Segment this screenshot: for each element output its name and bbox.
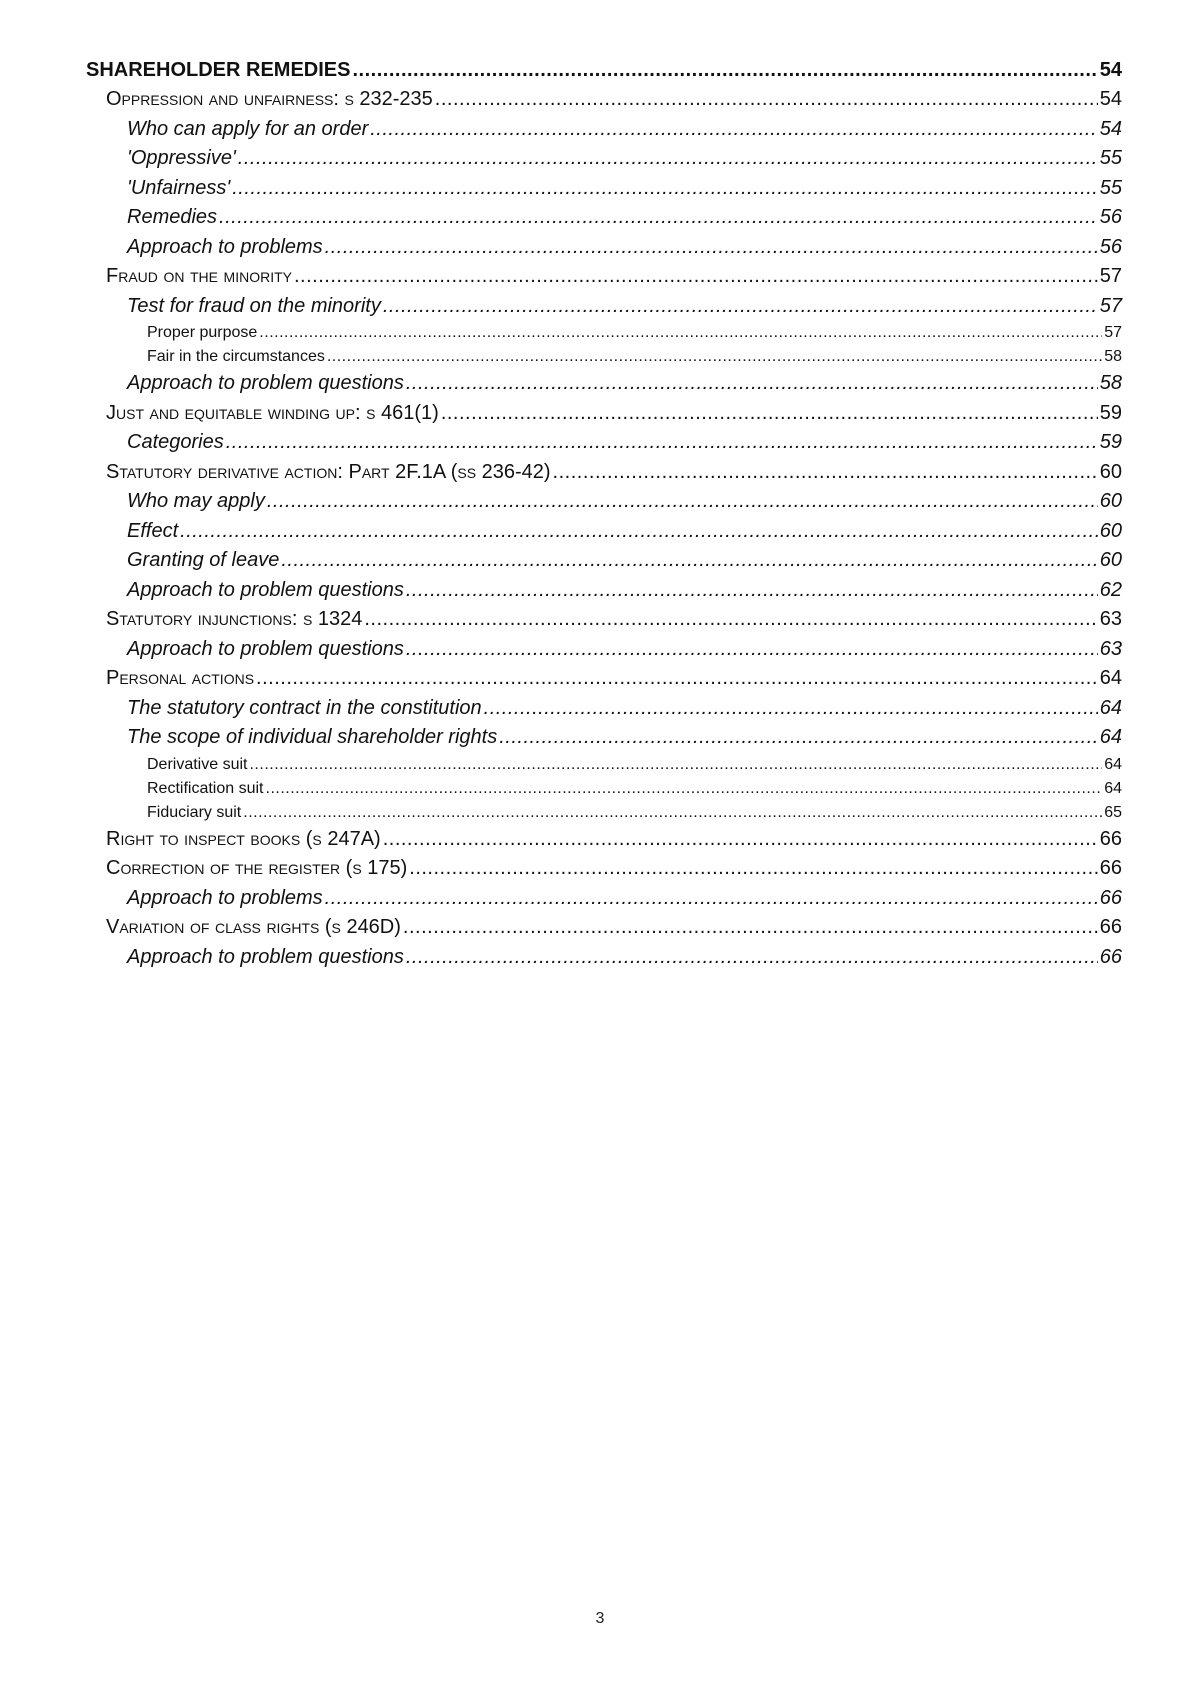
dot-leader (219, 203, 1098, 233)
dot-leader (327, 345, 1102, 369)
toc-entry-label: Approach to problems (127, 235, 323, 258)
toc-entry-label: Derivative suit (147, 755, 248, 773)
toc-entry[interactable] (86, 854, 1122, 884)
toc-entry-label: Effect (127, 519, 179, 542)
toc-entry[interactable] (86, 605, 1122, 635)
dot-leader (406, 576, 1098, 606)
toc-entry[interactable] (86, 546, 1122, 576)
toc-entry[interactable] (86, 428, 1122, 458)
dot-leader (325, 233, 1098, 263)
toc-entry-page: 63 (1099, 637, 1122, 660)
toc-entry-page: 58 (1099, 372, 1122, 394)
toc-entry-label: Granting of leave (127, 549, 280, 571)
toc-entry-label: Variation of class rights (s 246D) (106, 916, 401, 938)
toc-entry-page: 66 (1099, 827, 1122, 850)
toc-entry[interactable] (86, 399, 1122, 429)
toc-entry-page: 60 (1099, 460, 1122, 483)
toc-entry-label: Fair in the circumstances (147, 348, 325, 365)
toc-entry-page: 60 (1099, 519, 1122, 542)
dot-leader (435, 85, 1098, 115)
dot-leader (226, 428, 1098, 458)
dot-leader (267, 487, 1098, 517)
toc-entry-label: Remedies (127, 206, 218, 228)
toc-entry-label: Oppression and unfairness: s 232-235 (106, 88, 433, 110)
dot-leader (281, 546, 1097, 576)
toc-entry-label: Who can apply for an order (127, 117, 369, 140)
dot-leader (238, 144, 1098, 174)
toc-entry-page: 55 (1099, 176, 1122, 199)
toc-entry-label: Statutory injunctions: s 1324 (106, 608, 363, 630)
toc-entry[interactable] (86, 233, 1122, 263)
toc-entry-page: 60 (1099, 549, 1122, 571)
toc-entry-label: Approach to problem questions (127, 578, 404, 601)
toc-entry[interactable] (86, 517, 1122, 547)
dot-leader (266, 777, 1103, 801)
toc-entry-page: 65 (1104, 803, 1122, 821)
toc-entry-label: Correction of the register (s 175) (106, 857, 408, 879)
toc-entry[interactable] (86, 292, 1122, 322)
dot-leader (484, 694, 1098, 724)
toc-entry[interactable] (86, 55, 1122, 85)
toc-entry[interactable] (86, 262, 1122, 292)
dot-leader (352, 55, 1097, 85)
dot-leader (406, 369, 1098, 399)
toc-entry-label: Proper purpose (147, 324, 258, 341)
dot-leader (243, 801, 1102, 825)
toc-entry-page: 64 (1099, 726, 1122, 748)
toc-entry[interactable] (86, 115, 1122, 145)
dot-leader (370, 115, 1098, 145)
toc-entry[interactable] (86, 321, 1122, 345)
toc-entry[interactable] (86, 203, 1122, 233)
dot-leader (294, 262, 1098, 292)
toc-entry-label: Just and equitable winding up: s 461(1) (106, 401, 439, 424)
dot-leader (499, 723, 1098, 753)
toc-entry[interactable] (86, 943, 1122, 973)
toc-entry-page: 66 (1099, 945, 1122, 968)
toc-entry-page: 54 (1099, 117, 1122, 140)
toc-entry-label: Fiduciary suit (147, 803, 242, 821)
page-number: 3 (595, 1610, 605, 1627)
toc-entry-page: 62 (1099, 578, 1122, 601)
toc-entry-label: SHAREHOLDER REMEDIES (86, 59, 351, 81)
toc-entry-label: Right to inspect books (s 247A) (106, 827, 381, 850)
toc-entry-page: 59 (1099, 401, 1122, 424)
toc-entry-page: 66 (1099, 916, 1122, 938)
toc-entry[interactable] (86, 723, 1122, 753)
toc-entry-label: 'Oppressive' (127, 147, 236, 169)
toc-entry-page: 54 (1099, 88, 1122, 110)
toc-entry[interactable] (86, 777, 1122, 801)
toc-entry[interactable] (86, 913, 1122, 943)
table-of-contents (86, 55, 1122, 972)
toc-entry-label: Approach to problems (127, 886, 323, 909)
toc-entry[interactable] (86, 458, 1122, 488)
toc-entry-label: The scope of individual shareholder rights (127, 726, 498, 748)
toc-entry[interactable] (86, 369, 1122, 399)
toc-entry-page: 64 (1104, 779, 1122, 797)
dot-leader (364, 605, 1097, 635)
toc-entry-label: Approach to problem questions (127, 372, 404, 394)
toc-entry-page: 64 (1099, 667, 1122, 689)
toc-entry-label: Categories (127, 431, 224, 453)
toc-entry[interactable] (86, 635, 1122, 665)
toc-entry-page: 54 (1099, 59, 1122, 81)
dot-leader (232, 174, 1098, 204)
toc-entry[interactable] (86, 144, 1122, 174)
toc-entry-page: 58 (1104, 348, 1122, 365)
toc-entry-page: 64 (1104, 755, 1122, 773)
toc-entry-page: 66 (1099, 857, 1122, 879)
toc-entry[interactable] (86, 576, 1122, 606)
toc-entry-label: Approach to problem questions (127, 945, 404, 968)
toc-entry-page: 56 (1099, 206, 1122, 228)
toc-entry-label: 'Unfairness' (127, 176, 231, 199)
toc-entry-page: 57 (1099, 265, 1122, 287)
toc-entry-label: The statutory contract in the constitution (127, 696, 482, 719)
dot-leader (180, 517, 1098, 547)
toc-entry-page: 64 (1099, 696, 1122, 719)
dot-leader (403, 913, 1098, 943)
toc-entry-page: 66 (1099, 886, 1122, 909)
dot-leader (383, 825, 1098, 855)
toc-entry[interactable] (86, 825, 1122, 855)
toc-entry[interactable] (86, 345, 1122, 369)
toc-entry-page: 57 (1099, 294, 1122, 317)
toc-entry-page: 59 (1099, 431, 1122, 453)
dot-leader (259, 321, 1102, 345)
toc-entry-label: Approach to problem questions (127, 637, 404, 660)
toc-entry-label: Fraud on the minority (106, 265, 292, 287)
dot-leader (406, 943, 1098, 973)
dot-leader (383, 292, 1098, 322)
toc-entry[interactable] (86, 801, 1122, 825)
dot-leader (409, 854, 1097, 884)
toc-entry-label: Personal actions (106, 667, 255, 689)
dot-leader (325, 884, 1098, 914)
toc-entry-label: Rectification suit (147, 779, 264, 797)
toc-entry-page: 63 (1099, 608, 1122, 630)
dot-leader (249, 753, 1102, 777)
toc-entry[interactable] (86, 174, 1122, 204)
toc-entry[interactable] (86, 85, 1122, 115)
toc-entry[interactable] (86, 664, 1122, 694)
toc-entry-label: Who may apply (127, 490, 265, 512)
toc-entry-page: 55 (1099, 147, 1122, 169)
dot-leader (406, 635, 1098, 665)
toc-entry[interactable] (86, 884, 1122, 914)
toc-entry-label: Test for fraud on the minority (127, 294, 381, 317)
dot-leader (441, 399, 1098, 429)
toc-entry[interactable] (86, 694, 1122, 724)
toc-entry-page: 56 (1099, 235, 1122, 258)
dot-leader (553, 458, 1098, 488)
toc-entry-label: Statutory derivative action: Part 2F.1A (ss 236-42) (106, 460, 551, 483)
toc-entry[interactable] (86, 487, 1122, 517)
toc-entry[interactable] (86, 753, 1122, 777)
toc-entry-page: 57 (1104, 324, 1122, 341)
dot-leader (256, 664, 1098, 694)
toc-entry-page: 60 (1099, 490, 1122, 512)
